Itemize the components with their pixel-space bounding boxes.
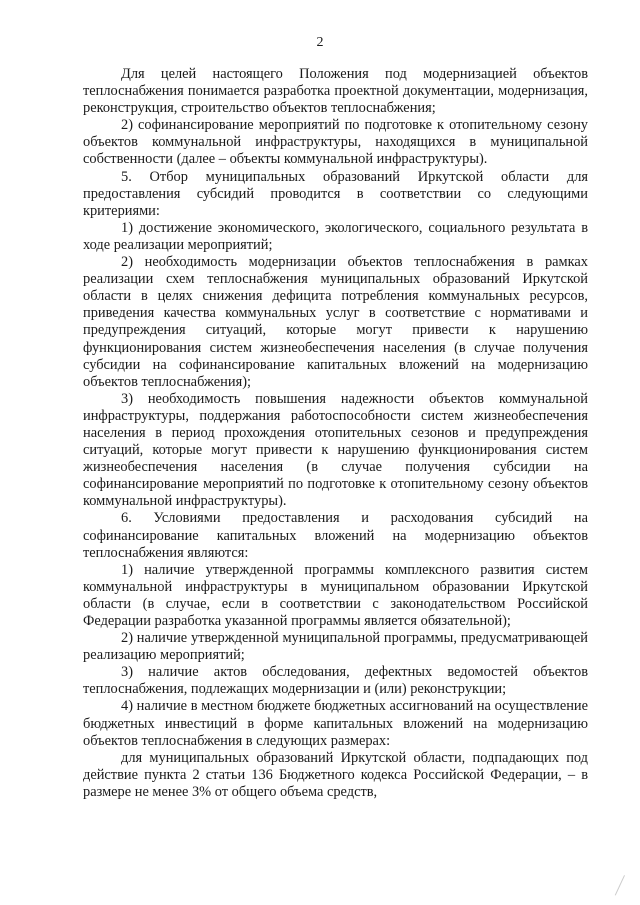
paragraph-condition-3: 3) наличие актов обследования, дефектных ведомостей объектов теплоснабжения, подлежащих модернизации и (или) реконструкции; bbox=[83, 664, 588, 698]
paragraph-selection-criteria-intro: 5. Отбор муниципальных образований Иркутской области для предоставления субсидий проводится в соответствии со следующими критериями: bbox=[83, 168, 588, 219]
paragraph-criterion-1: 1) достижение экономического, экологического, социального результата в ходе реализации мероприятий; bbox=[83, 219, 588, 253]
scan-artifact bbox=[615, 875, 632, 899]
page-number: 2 bbox=[316, 35, 324, 50]
paragraph-budget-share: для муниципальных образований Иркутской области, подпадающих под действие пункта 2 статьи 136 Бюджетного кодекса Российской Федерации, – в размере не менее 3% от общего объема средств, bbox=[83, 749, 588, 800]
paragraph-condition-1: 1) наличие утвержденной программы комплексного развития систем коммунальной инфраструктуры в муниципальном образовании Иркутской области (в случае, если в соответствии с законодательством Российской Федерации разработка указанной программы является обязательной); bbox=[83, 561, 588, 629]
paragraph-conditions-intro: 6. Условиями предоставления и расходования субсидий на софинансирование капитальных вложений на модернизацию объектов теплоснабжения являются: bbox=[83, 510, 588, 561]
document-body bbox=[83, 66, 588, 801]
paragraph-condition-4: 4) наличие в местном бюджете бюджетных ассигнований на осуществление бюджетных инвестиций в форме капитальных вложений на модернизацию объектов теплоснабжения в следующих размерах: bbox=[83, 698, 588, 749]
paragraph-criterion-3: 3) необходимость повышения надежности объектов коммунальной инфраструктуры, поддержания работоспособности систем жизнеобеспечения населения в период прохождения отопительных сезонов и предупреждения ситуаций, которые могут привести к нарушению функционирования систем жизнеобеспечения населения (в случае получения субсидии на софинансирование мероприятий по подготовке к отопительному сезону объектов коммунальной инфраструктуры). bbox=[83, 390, 588, 510]
paragraph-condition-2: 2) наличие утвержденной муниципальной программы, предусматривающей реализацию мероприятий; bbox=[83, 630, 588, 664]
paragraph-heating-season-cofinancing: 2) софинансирование мероприятий по подготовке к отопительному сезону объектов коммунальной инфраструктуры, находящихся в муниципальной собственности (далее – объекты коммунальной инфраструктуры). bbox=[83, 117, 588, 168]
paragraph-criterion-2: 2) необходимость модернизации объектов теплоснабжения в рамках реализации схем теплоснабжения муниципальных образований Иркутской области в целях снижения дефицита потребления коммунальных ресурсов, приведения качества коммунальных услуг в соответствие с нормативами и предупреждения ситуаций, которые могут привести к нарушению функционирования систем жизнеобеспечения населения (в случае получения субсидии на софинансирование капитальных вложений на модернизацию объектов теплоснабжения); bbox=[83, 254, 588, 390]
paragraph-modernization-definition: Для целей настоящего Положения под модернизацией объектов теплоснабжения понимается разработка проектной документации, модернизация, реконструкция, строительство объектов теплоснабжения; bbox=[83, 66, 588, 117]
